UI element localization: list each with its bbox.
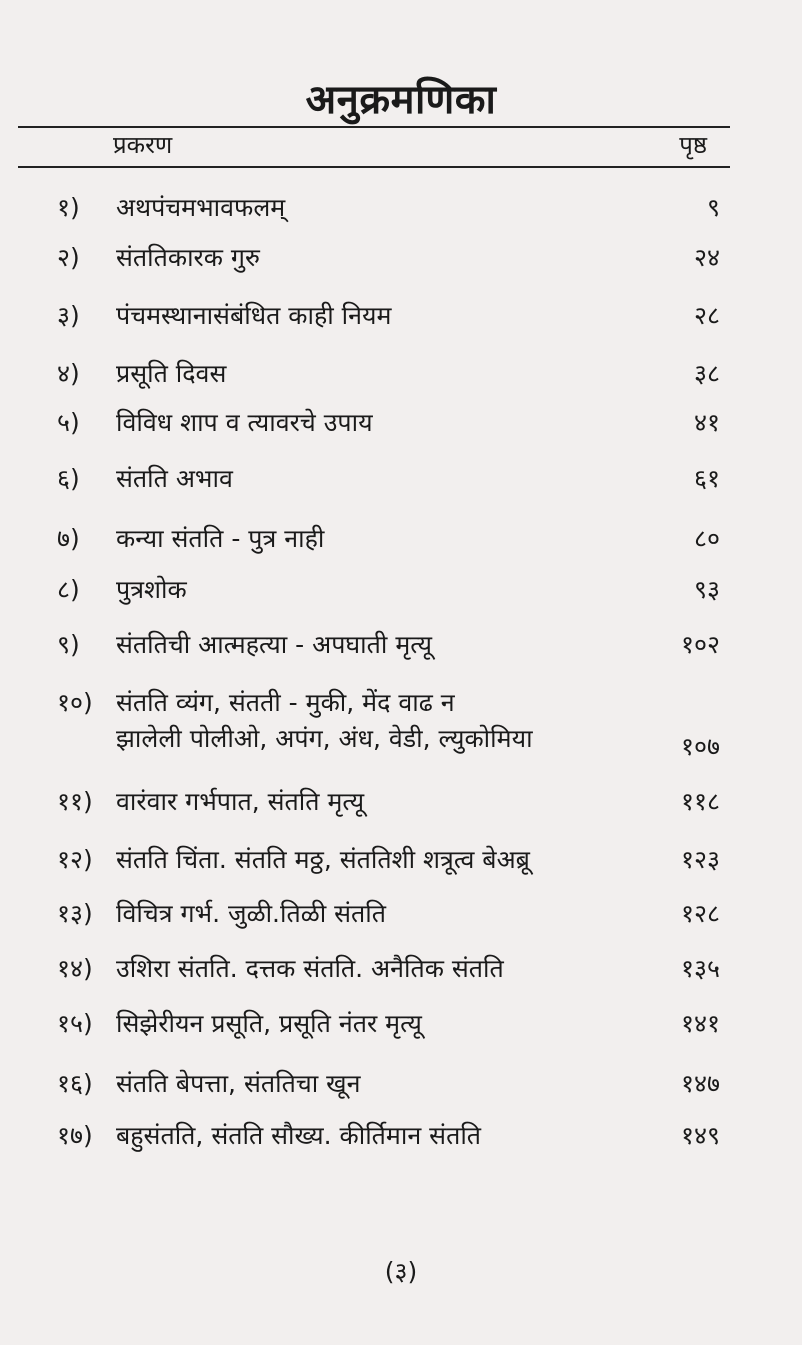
- page-folio: (३): [384, 1257, 418, 1286]
- entry-number: ५): [57, 408, 80, 437]
- entry-title: पंचमस्थानासंबंधित काही नियम: [116, 301, 392, 330]
- entry-number: ८): [57, 575, 80, 604]
- column-header-chapter: प्रकरण: [113, 131, 173, 159]
- entry-title: उशिरा संतति. दत्तक संतति. अनैतिक संतति: [116, 954, 504, 983]
- entry-title: विविध शाप व त्यावरचे उपाय: [116, 408, 373, 437]
- toc-entry: [0, 190, 802, 234]
- entry-title: संततिकारक गुरु: [116, 243, 260, 272]
- entry-title: विचित्र गर्भ. जुळी.तिळी संतति: [116, 899, 387, 928]
- page-title: अनुक्रमणिका: [305, 77, 497, 123]
- toc-entry: [0, 627, 802, 671]
- entry-number: १): [57, 193, 80, 222]
- entry-page: १३५: [680, 954, 720, 983]
- entry-page: ८०: [693, 524, 720, 553]
- entry-number: १५): [57, 1009, 93, 1038]
- entry-page: १४१: [680, 1009, 720, 1038]
- entry-page: ६१: [693, 464, 720, 493]
- entry-page: १४७: [680, 1069, 720, 1098]
- entry-page: ३८: [693, 359, 720, 388]
- entry-page: ४१: [693, 408, 720, 437]
- entry-number: ३): [57, 301, 80, 330]
- entry-page: १२८: [680, 899, 720, 928]
- toc-entry: [0, 405, 802, 449]
- entry-number: ९): [57, 630, 80, 659]
- entry-page: १४९: [680, 1121, 720, 1150]
- toc-entry: [0, 896, 802, 940]
- toc-entry: [0, 842, 802, 886]
- entry-page: १०२: [680, 630, 720, 659]
- entry-number: ७): [57, 524, 80, 553]
- entry-title: सिझेरीयन प्रसूति, प्रसूति नंतर मृत्यू: [116, 1009, 422, 1038]
- entry-number: ४): [57, 359, 80, 388]
- toc-entry: [0, 784, 802, 828]
- entry-number: १३): [57, 899, 93, 928]
- entry-title: संततिची आत्महत्या - अपघाती मृत्यू: [116, 630, 433, 659]
- entry-title: संतति चिंता. संतति मठ्ठ, संततिशी शत्रूत्व बेअब्रू: [116, 845, 530, 874]
- entry-number: १४): [57, 954, 93, 983]
- toc-entry: [0, 951, 802, 995]
- entry-title: पुत्रशोक: [116, 575, 187, 604]
- toc-entry: [0, 1006, 802, 1050]
- entry-number: ६): [57, 464, 80, 493]
- toc-entry: [0, 240, 802, 284]
- entry-number: ११): [57, 787, 93, 816]
- toc-entry: [0, 685, 802, 775]
- entry-title-continued: झालेली पोलीओ, अपंग, अंध, वेडी, ल्युकोमिया: [116, 724, 533, 753]
- header-bottom-rule: [18, 166, 730, 168]
- entry-page: २८: [693, 301, 720, 330]
- entry-number: १७): [57, 1121, 93, 1150]
- toc-entry: [0, 356, 802, 400]
- entry-page: १०७: [680, 732, 720, 761]
- column-header-page: पृष्ठ: [679, 131, 707, 159]
- toc-entry: [0, 461, 802, 505]
- toc-entry: [0, 1066, 802, 1110]
- entry-title: बहुसंतति, संतति सौख्य. कीर्तिमान संतति: [116, 1121, 482, 1150]
- entry-title: संतति अभाव: [116, 464, 233, 493]
- entry-title: संतति व्यंग, संतती - मुकी, मेंद वाढ न: [116, 688, 455, 717]
- toc-entry: [0, 572, 802, 616]
- entry-page: ९: [706, 193, 720, 222]
- entry-number: १०): [57, 688, 93, 717]
- entry-title: प्रसूति दिवस: [116, 359, 227, 388]
- entry-title: वारंवार गर्भपात, संतति मृत्यू: [116, 787, 365, 816]
- toc-entry: [0, 1118, 802, 1162]
- entry-title: कन्या संतति - पुत्र नाही: [116, 524, 325, 553]
- toc-entry: [0, 521, 802, 565]
- entry-number: १६): [57, 1069, 93, 1098]
- entry-title: अथपंचमभावफलम्: [116, 193, 286, 222]
- entry-number: १२): [57, 845, 93, 874]
- entry-number: २): [57, 243, 80, 272]
- entry-page: ११८: [680, 787, 720, 816]
- toc-entry: [0, 298, 802, 342]
- entry-page: १२३: [680, 845, 720, 874]
- entry-title: संतति बेपत्ता, संततिचा खून: [116, 1069, 361, 1098]
- entry-page: ९३: [693, 575, 720, 604]
- entry-page: २४: [693, 243, 720, 272]
